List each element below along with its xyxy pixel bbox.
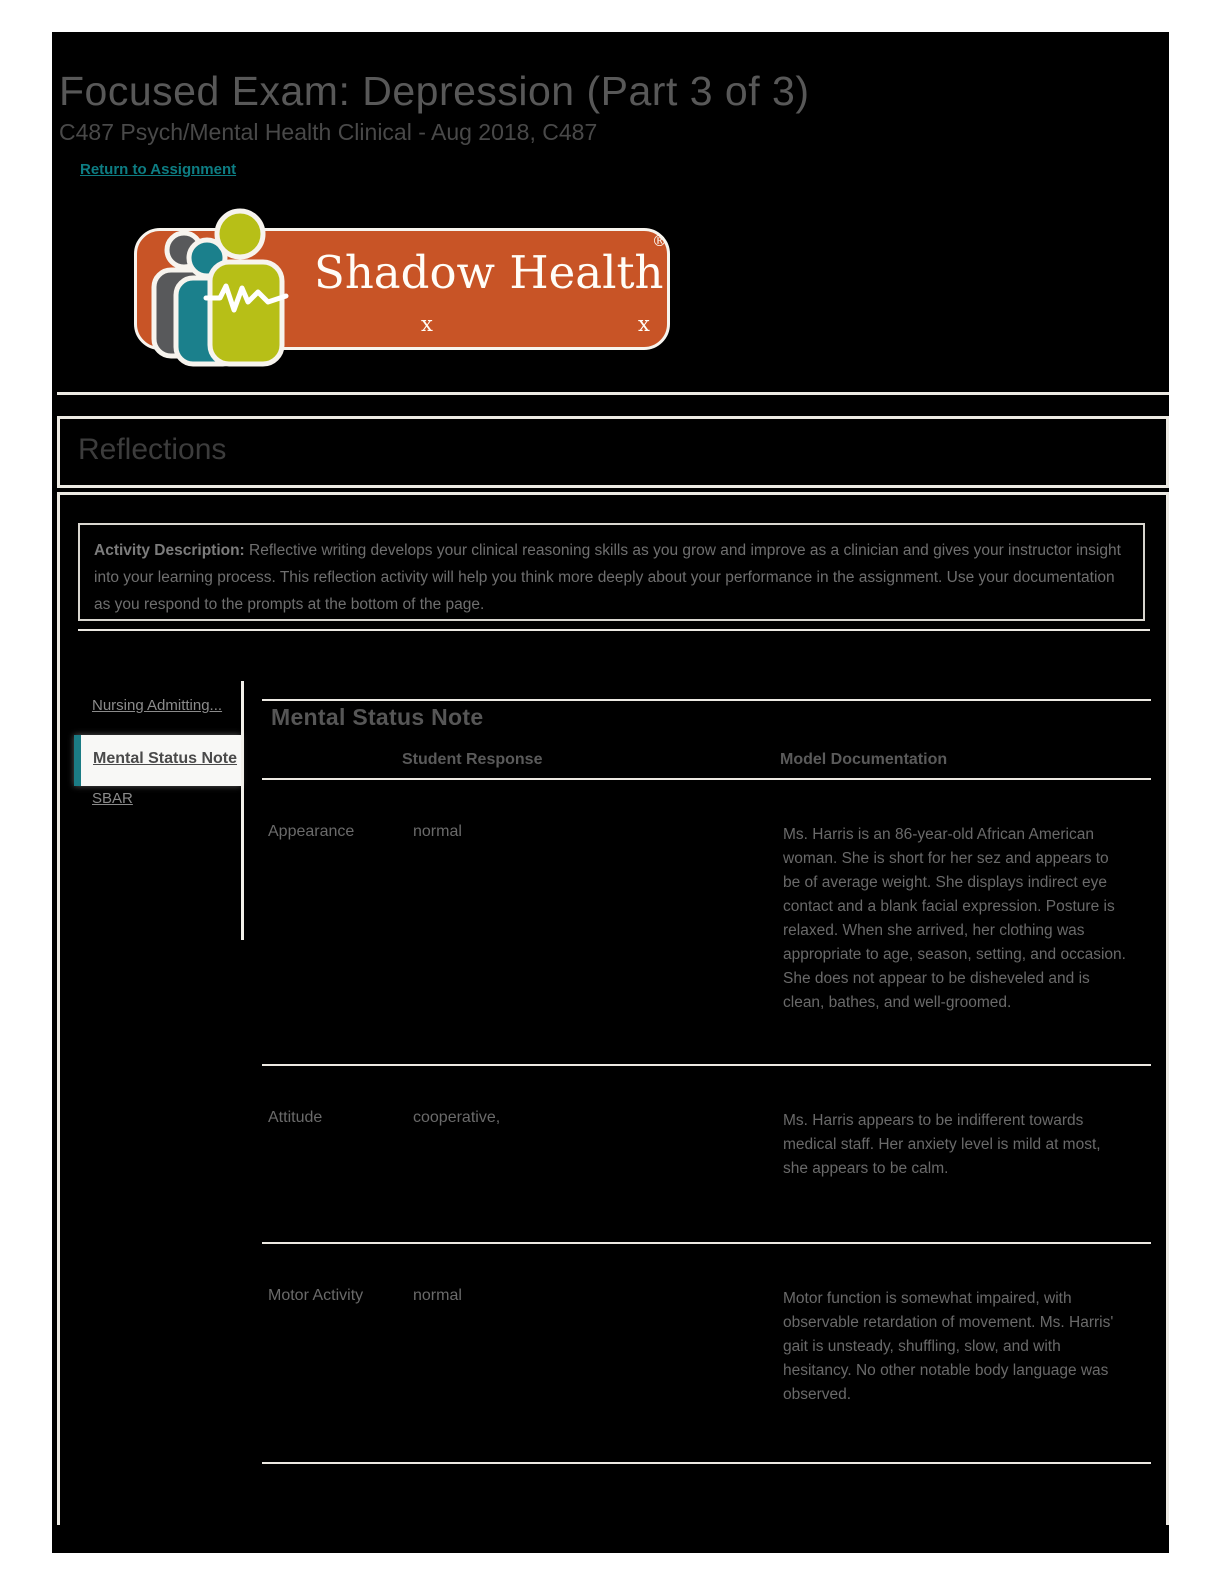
row-label: Appearance: [268, 823, 355, 840]
page-title: Focused Exam: Depression (Part 3 of 3): [59, 68, 810, 114]
table-row: [262, 1244, 1151, 1464]
student-response-value: cooperative,: [413, 1109, 501, 1126]
model-documentation-text: Motor function is somewhat impaired, with observable retardation of movement. Ms. Harris' gait is unsteady, shuffling, slow, and with hesitancy. No other notable body language was observed.: [783, 1290, 1114, 1403]
table-top-divider: [262, 699, 1151, 701]
return-to-assignment-link[interactable]: Return to Assignment: [80, 161, 237, 178]
people-figures-icon: [118, 194, 318, 374]
sidebar-active-label: Mental Status Note: [93, 750, 238, 767]
student-response-value: normal: [413, 1287, 462, 1304]
description-divider: [78, 629, 1150, 631]
note-table: [262, 780, 1151, 1464]
sidebar-item-nursing-admitting[interactable]: Nursing Admitting...: [92, 697, 223, 714]
row-label: Attitude: [268, 1109, 323, 1126]
column-header-student-response: Student Response: [402, 751, 543, 768]
student-response-value: normal: [413, 823, 462, 840]
registered-trademark-icon: ®: [652, 232, 667, 250]
model-documentation-text: Ms. Harris is an 86-year-old African American woman. She is short for her sez and appears to be of average weight. She displays indirect eye contact and a blank facial expression. Posture is relaxed. When she arrived, her clothing was appropriate to age, season, setting, and occasion. She does not appear to be disheveled and is clean, bathes, and well-groomed.: [783, 826, 1126, 1011]
table-row: [262, 780, 1151, 1066]
page-subtitle: C487 Psych/Mental Health Clinical - Aug 2018, C487: [59, 119, 598, 145]
logo-rx-mark: x: [638, 312, 650, 336]
column-header-model-documentation: Model Documentation: [780, 751, 948, 768]
table-row: [262, 1066, 1151, 1244]
reflections-heading: Reflections: [78, 433, 227, 466]
logo-rx-mark: x: [421, 312, 433, 336]
sidebar-divider: [241, 681, 244, 940]
top-divider: [57, 392, 1169, 395]
note-heading: Mental Status Note: [271, 704, 484, 730]
activity-description-label: Activity Description:: [94, 542, 245, 559]
sidebar-item-sbar[interactable]: SBAR: [92, 790, 133, 807]
activity-description-text: Reflective writing develops your clinical reasoning skills as you grow and improve as a clinician and gives your instructor insight into your learning process. This reflection activity will help you think more deeply about your performance in the assignment. Use your documentation as you respond to the prompts at the bottom of the page.: [94, 542, 1121, 613]
shadow-health-logo: [118, 206, 684, 358]
logo-brand-text: Shadow Health: [314, 246, 664, 299]
reflections-panel-header: [57, 416, 1169, 488]
model-documentation-text: Ms. Harris appears to be indifferent towards medical staff. Her anxiety level is mild at most, she appears to be calm.: [783, 1112, 1101, 1177]
activity-description-box: [78, 523, 1145, 621]
row-label: Motor Activity: [268, 1287, 364, 1304]
sidebar-item-mental-status-note[interactable]: [74, 735, 241, 786]
